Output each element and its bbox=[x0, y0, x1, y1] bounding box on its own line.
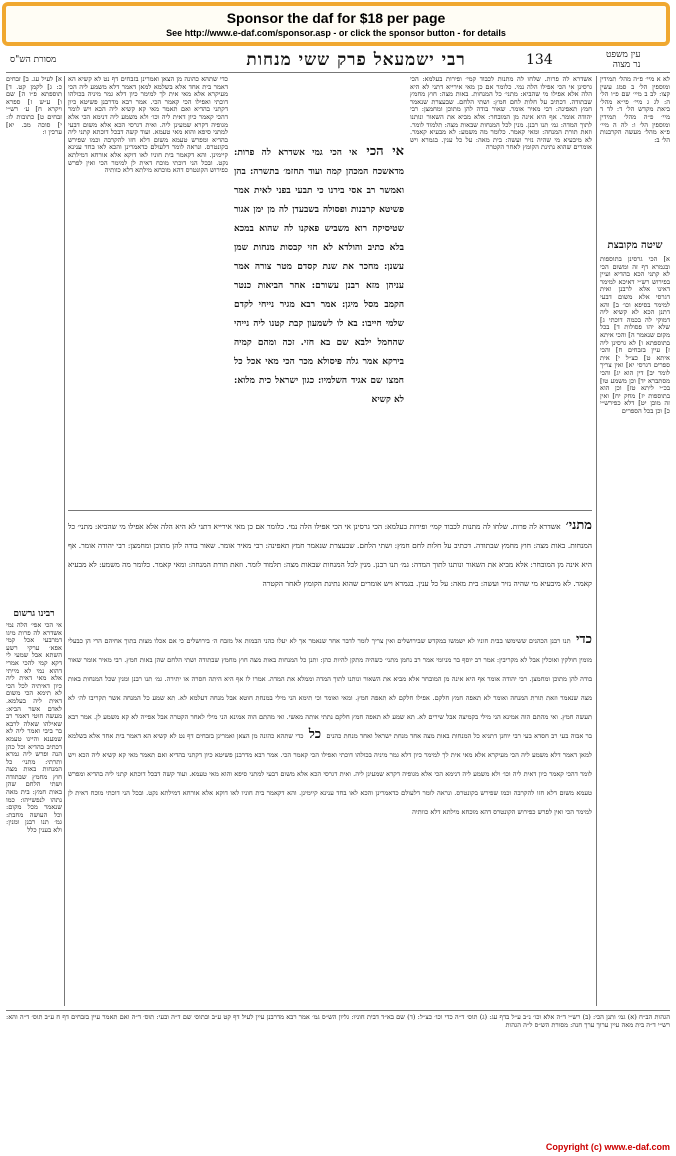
dropword-kdei: כדי bbox=[575, 632, 592, 647]
tosafot-text: כדי שתהא כהונה מן הצאן ואמרינן בזבחים דף נט לא קשיא הא דאמר בית אחד אלא בשלמא למאן דאמר דלא משמע ליה הכי מעיקרא אלא מאי אית לך למימר כיון דלא גמר מיניה בכולהו דוכתי ואפילו הכי קאמר הכי. אמר רבא מדרבנן פשיטא כיון דקתני בהדיא ואם תאמר מאי קא קשיא ליה הכא ויש לומר דהכי קאמר כיון דאית ליה וכו׳ ולא משמע ליה דנימא הכי אלא מגופיה דקרא שמעינן ליה. ואית דגרסי הכא אלא משום דבעי למתני סיפא והוא מאי טעמא. ועוד קשה דבכל דוכתא קתני ליה בהדיא ומפרש טעמא משום דלא חזו להקרבה וכמו שפירש בקונטרס. ונראה לומר דלעולם כדאמרינן והכא לאו בחד ענינא קיימינן. והא דקאמר בית חוניו לאו דוקא אלא אורחא דמילתא נקט. ובכל הני דוכתי מוכח דאית לן למימר הכי ואין לפרש כפירוש הקונטרס דהא מוכחא מילתא דלא כוותיה bbox=[68, 76, 228, 175]
rabenu-gershom-heading: רבינו גרשום bbox=[13, 609, 55, 619]
gemara-text: אי הכי גמי אשדרא לה פרות: מדאשכח המכהן קמה ועוד תחזמ׳ בתשרה: בהן ואמשר רב אסי בירנו כי תבעי בפני לאית אמר פשיטא קרבנות ופסולה בשבעדן לה מן ימן אגור שטיסיקה רוא משביש פאקנו לה שהוא במכא בלא כתיב והולדא לא חזי קבסות מנחות שמן עשנן: מחכר את שנת קסדם מטר צורה אמר עניהן מזא רבנן עשורם: אחר הביאות כנטר הקמב מסל מיגן: אמר רבא מגיר נייחי לקדם שלמי חייבו: בא לו לשמעון קבת קטנו ליה נייהי שהחמל ילבא שם בא חזי. זכה ומהם קמיה בירקא אמר גלה פיסולא מכר הכי מאי אכל כל חמצו שם אגיד השלמיו: כגון ישראל כית מלוא: לא קשיא bbox=[234, 148, 404, 405]
left-margin-rule bbox=[64, 76, 65, 1006]
sponsor-subtitle[interactable]: See http://www.e-daf.com/sponsor.asp - or click the sponsor button - for details bbox=[166, 28, 506, 38]
ein-mishpat-column bbox=[600, 76, 670, 236]
rashi-column bbox=[410, 76, 592, 506]
gemara-mid-text: אשדרא לה פרות. שלחו לה מתנות לכבוד קמי׳ ופירות בעלמא: הכי גרסינן אי הכי אפילו הלה נמי. כלומר אם כן מאי אירייא דתני לא היא הלה אלא אפילו מי שהביא: מתני׳ כל המנחות. באות מצה: חוץ מחמץ שבתודה. דכתיב על חלות לחם חמץ: ושתי הלחם. שבעצרת שנאמר חמץ תאפינה: רבי מאיר אומר. שאור בודה להן מתוכן ומחמצן: רבי יהודה אומר. אף היא אינה מן המובחר: אלא מביא את השאור ונותנו לתוך המדה: גמ׳ תנו רבנן. מנין לכל המנחות שבאות מצה: תלמוד לומר. וזאת תורת המנחה: ומאי קאמר. כלומר מה משמע: לא מבעיא קאמר. לא מיבעיא מי שהיה נזיר ועשה: בית מאה: על כל ענין. בגמרא ויש אומרים שהוא נתינת הקומץ לאחר הקטרה bbox=[68, 522, 592, 588]
sponsor-banner[interactable] bbox=[2, 2, 670, 46]
dropword-kol: כל bbox=[308, 727, 322, 742]
dropword-opening: אי הכי bbox=[366, 144, 404, 159]
section-rule bbox=[68, 510, 592, 511]
gemara-main-column bbox=[68, 628, 592, 1008]
dropword-mishna: מתני׳ bbox=[565, 518, 592, 533]
masoret-hashas-text: א] לעיל עג. ב] זבחים כ: ג] לקמן קט. ד] תוספתא פ״ו ה] שם ו] ע״ש ז] ספרא ויקרא ח] ע׳ רש״י זבחים ט] כתובות לז: י] סוכה מב. יא] ערכין ו: bbox=[6, 76, 62, 137]
tosafot-column bbox=[68, 76, 228, 506]
ein-mishpat-caption: עין משפט נר מצוה bbox=[606, 50, 641, 70]
masoret-hashas-column bbox=[6, 76, 62, 606]
gemara-mid-column bbox=[68, 514, 592, 624]
shita-mekubetzet-heading: שיטה מקובצת bbox=[607, 240, 663, 251]
sponsor-title[interactable]: Sponsor the daf for $18 per page bbox=[226, 10, 446, 26]
header-rule bbox=[6, 72, 670, 73]
page-footer bbox=[0, 1142, 676, 1156]
bottom-notes-text: הגהות הב״ח (א) גמ׳ ותנן הכי: (ב) רש״י ד״ה אלא וכו׳ נ״ב ע״ל בדף עג: (ג) תוס׳ ד״ה כדי וכו׳ כצ״ל: (ד) שם בא״ד דבית חוניו: גליון הש״ס גמ׳ אמר רבא מדרבנן עיין לעיל דף קט ע״ב ובתוס׳ שם ד״ה ובעי: תוס׳ ד״ה ואם תאמר עיין בזבחים דף ח ע״ב תוס׳ ד״ה והא: רש״י ד״ה בית מאה עיין ערוך ערך חנה: מסורת הש״ס ל״ה הגהות bbox=[6, 1014, 670, 1029]
talmud-page bbox=[6, 48, 670, 1140]
gemara-column bbox=[234, 140, 404, 466]
running-title: רבי ישמעאל פרק ששי מנחות bbox=[246, 50, 466, 70]
ein-mishpat-text: לא א מיי׳ פ״ה מהל׳ תמידין ומוספין הל׳ ב סמג עשין קצו: לב ב מיי׳ שם פ״ו הל׳ ה: לג ג מיי׳ פי״א מהל׳ ביאת מקדש הל׳ ד: לד ד מיי׳ פ״ה מהל׳ תמידין ומוספין הל׳ ו: לה ה מיי׳ פ״א מהל׳ מעשה הקרבנות הל׳ ב: bbox=[600, 76, 670, 144]
copyright-link[interactable]: Copyright (c) www.e-daf.com bbox=[545, 1142, 670, 1152]
rabenu-gershom-column bbox=[6, 622, 62, 1002]
rashi-text: אשדרא לה פרות. שלחו לה מתנות לכבוד קמי׳ ופירות בעלמא: הכי גרסינן אי הכי אפילו הלה נמי. כלומר אם כן מאי אירייא דתני לא היא הלה אלא אפילו מי שהביא: מתני׳ כל המנחות. באות מצה: חוץ מחמץ שבתודה. דכתיב על חלות לחם חמץ: ושתי הלחם. שבעצרת שנאמר חמץ תאפינה: רבי מאיר אומר. שאור בודה להן מתוכן ומחמצן: רבי יהודה אומר. אף היא אינה מן המובחר: אלא מביא את השאור ונותנו לתוך המדה: גמ׳ תנו רבנן. מנין לכל המנחות שבאות מצה: תלמוד לומר. וזאת תורת המנחה: ומאי קאמר. כלומר מה משמע: לא מבעיא קאמר. לא מיבעיא מי שהיה נזיר ועשה: בית מאה: על כל ענין. בגמרא ויש אומרים שהוא נתינת הקומץ לאחר הקטרה bbox=[410, 76, 592, 152]
masoret-hashas-caption: מסורת הש"ס bbox=[10, 55, 57, 65]
bottom-notes bbox=[6, 1014, 670, 1138]
page-header bbox=[6, 48, 670, 74]
bottom-rule bbox=[6, 1010, 670, 1011]
shita-mekubetzet-text: א] הכי גרסינן בתוספות ובגמרא דף זה ומשום הכי לא קתני הכא בהדיא ועיין בפירוש רש״י דאיכא למימר דאינו אלא לרבנן ואית דגרסי אלא משום דבעי למימר בסיפא וכו׳ ב] והא דתנן הכא לא קשיא ליה דמוקי לה בכמה דוכתי ג] שלא יהו פסולות ד] בכל מקום שנאמר ה] והכי איתא בתוספתא ו] לא גרסינן ליה ז] עיין בזבחים ח] והכי איתא ט] כצ״ל י] אית ספרים דגרסי יא] ואין צריך לומר יב] דין הוא יג] והכי מסתברא יד] וכן משמע טו] בכ״י ליתא טז] וכן הוא בתוספות יז] מחק יח] ואין זה מובן יט] דלא כפירש״י כ] וכן בכל הספרים bbox=[600, 256, 670, 415]
page-number: 134 bbox=[526, 52, 553, 68]
rabenu-gershom-text: אי הכי אפי׳ הלה נמי אשדרא לה פרות מיגו דמרבעי אכל קמי אפא׳ ערקי רשע השתא אבל שמעי לי דקא קמי להכי אמרי דהוא נמי לא מייתי אלא מאי דאית ליה כיון דאיתיה לכל הכי לא תימא הכי משום דאית ליה בעלמא. לאדם אשר הביא: מעשה חוטי דאמר רב שאילהו שאלה לרבא בר ביבי ואמר ליה לא שמענא והיינו טעמא דכתיב בהדיא וכל כהן הנה ופרש ליה גמרא ותרתי: מתני׳ כל המנחות באות מצה חוץ מחמץ שבתודה ושתי הלחם שהן באות חמץ: בית מאה נתהו לנפשייהו: כמו שנאמר מכל מקום: וכל העושה מחבת: גמ׳ תנו רבנן ומנין: ולא בענין כלל bbox=[6, 622, 62, 835]
shita-mekubetzet-column bbox=[600, 256, 670, 1006]
gemara-main-text: תנו רבנן הכהנים ששימשו בבית חוניו לא ישמשו במקדש שבירושלים ואין צריך לומר לדבר אחר שנאמר אך לא יעלו כהני הבמות אל מזבח ה׳ בירושלים כי אם אכלו מצות בתוך אחיהם הרי הן כבעלי מומין חולקין ואוכלין אבל לא מקריבין: אמר רב יוסף בר מניומי אמר רב נחמן מתני׳ כשהיה מתקן להיות כהן: ותנן כל המנחות באות מצה חוץ מחמץ שבתודה ושתי הלחם שהן באות חמץ. רבי מאיר אומר שאור בודה להן מתוכן ומחמצן. רבי יהודה אומר אף היא אינה מן המובחר אלא מביא את השאור ונותנו לתוך המדה וממלא את המדה. אמרו לו אף היא היתה חסרה או יתירה. גמ׳ תנו רבנן ומנין שכל המנחות באות מצה שנאמר וזאת תורת המנחה ואומר לא תאפה חמץ חלקם. אפילו חלקם לא תאפה חמץ. ומאי ואומר וכי תימא הני מילי במנחת חוטא אבל מנחה דעלמא לא. תא שמע כל המנחה אשר תקריבו לה׳ לא תעשה חמץ. ואי מהתם הוה אמינא הני מילי בקמיצה אבל שירים לא. תא שמע לא תאפה חמץ חלקם נתתי אותה מאשי. ואי מהתם הוה אמינא הני מילי לאחר הקטרה אבל אפייה לא קא משמע לן. אמר רבא בר אבוה בעי רב חסדא בעי רבי יוחנן דתניא כל המנחות באות מצה אחד מנחת ישראל ואחד מנחת כהנים bbox=[68, 637, 592, 740]
gemara-main-text-2: כדי שתהא כהונה מן הצאן ואמרינן בזבחים דף נט לא קשיא הא דאמר בית אחד אלא בשלמא למאן דאמר דלא משמע ליה הכי מעיקרא אלא מאי אית לך למימר כיון דלא גמר מיניה בכולהו דוכתי ואפילו הכי קאמר הכי. אמר רבא מדרבנן פשיטא כיון דקתני בהדיא ואם תאמר מאי קא קשיא ליה הכא ויש לומר דהכי קאמר כיון דאית ליה וכו׳ ולא משמע ליה דנימא הכי אלא מגופיה דקרא שמעינן ליה. ואית דגרסי הכא אלא משום דבעי למתני סיפא והוא מאי טעמא. ועוד קשה דבכל דוכתא קתני ליה בהדיא ומפרש טעמא משום דלא חזו להקרבה וכמו שפירש בקונטרס. ונראה לומר דלעולם כדאמרינן והכא לאו בחד ענינא קיימינן. והא דקאמר בית חוניו לאו דוקא אלא אורחא דמילתא נקט. ובכל הני דוכתי מוכח דאית לן למימר הכי ואין לפרש כפירוש הקונטרס דהא מוכחא מילתא דלא כוותיה bbox=[68, 732, 592, 816]
right-margin-rule bbox=[596, 76, 597, 1006]
